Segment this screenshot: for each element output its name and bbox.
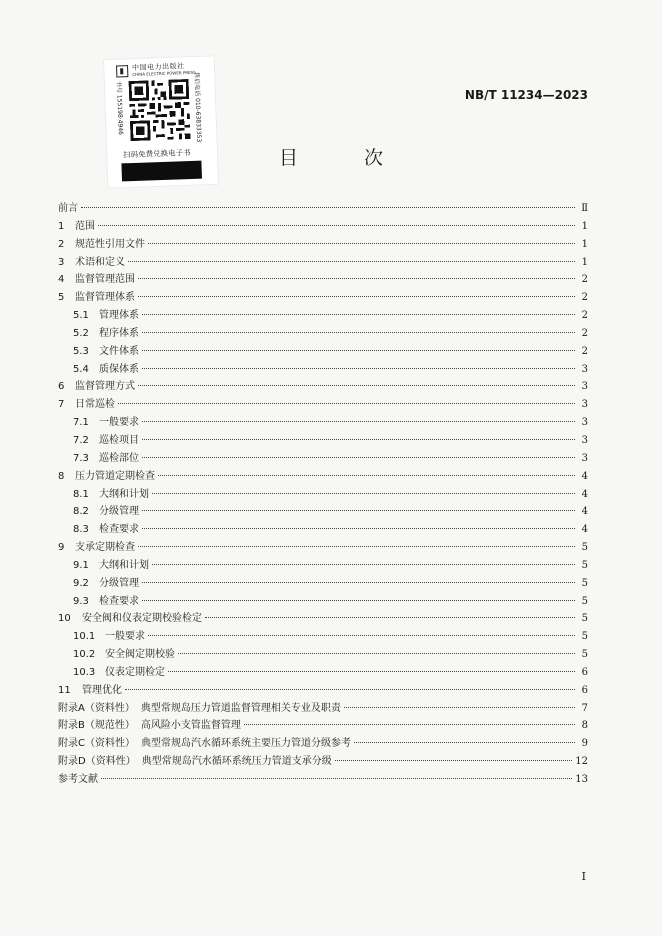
toc-entry-title: 参考文献	[58, 774, 98, 785]
toc-entry[interactable]	[58, 307, 588, 325]
page-number: I	[581, 870, 586, 883]
toc-entry-page: 2	[581, 345, 588, 357]
toc-entry[interactable]	[58, 628, 588, 646]
toc-entry-page: 7	[581, 702, 588, 714]
toc-entry-title: 一般要求	[105, 631, 145, 643]
publisher-english-name: CHINA ELECTRIC POWER PRESS	[132, 69, 196, 77]
toc-entry-page: 5	[581, 613, 588, 625]
toc-entry-number: 8.1	[73, 488, 89, 500]
toc-entry[interactable]	[58, 218, 588, 236]
toc-entry-title: 管理优化	[82, 684, 122, 696]
toc-entry[interactable]	[58, 717, 588, 735]
toc-leader-dots	[138, 385, 575, 386]
toc-entry-number: 附录A（资料性）	[58, 702, 135, 714]
toc-entry[interactable]	[58, 735, 588, 753]
toc-leader-dots	[205, 617, 575, 618]
toc-entry[interactable]	[58, 361, 588, 379]
toc-entry[interactable]	[58, 450, 588, 468]
toc-entry[interactable]	[58, 521, 588, 539]
phone-text: 售后电话 010-63833353	[192, 72, 203, 143]
toc-entry-number: 7	[58, 399, 65, 411]
toc-entry[interactable]	[58, 289, 588, 307]
toc-entry-page: 1	[581, 256, 588, 268]
toc-leader-dots	[148, 635, 575, 636]
standard-number-text: NB/T 11234—2023	[464, 88, 588, 102]
toc-entry-page: 6	[581, 666, 588, 678]
toc-entry-number: 9.1	[73, 559, 89, 571]
toc-entry-title: 分级管理	[99, 506, 139, 518]
toc-entry-number: 1	[58, 220, 65, 232]
toc-entry-number: 11	[58, 684, 71, 696]
standard-number	[465, 88, 588, 102]
toc-leader-dots	[142, 350, 575, 351]
toc-entry[interactable]	[58, 254, 588, 272]
toc-entry-title: 巡检部位	[99, 452, 139, 464]
toc-entry-title: 前言	[58, 203, 78, 214]
toc-entry[interactable]	[58, 575, 588, 593]
toc-entry-number: 9.2	[73, 577, 89, 589]
toc-entry-number: 5.1	[73, 310, 89, 322]
toc-leader-dots	[178, 653, 575, 654]
toc-entry[interactable]	[58, 610, 588, 628]
toc-entry-page: 5	[581, 542, 588, 554]
toc-entry-title: 大纲和计划	[99, 559, 149, 571]
toc-entry-page: 3	[581, 452, 588, 464]
toc-entry-page: 5	[581, 559, 588, 571]
toc-entry-page: 12	[575, 756, 588, 768]
toc-entry-title: 典型常规岛压力管道监督管理相关专业及职责	[140, 702, 341, 714]
toc-leader-dots	[142, 582, 575, 583]
toc-leader-dots	[142, 528, 575, 529]
toc-entry-number: 5.3	[73, 345, 89, 357]
toc-entry-page: 4	[581, 524, 588, 536]
toc-entry[interactable]	[58, 325, 588, 343]
table-of-contents	[58, 200, 588, 789]
toc-leader-dots	[142, 368, 575, 369]
toc-leader-dots	[138, 546, 575, 547]
toc-entry-title: 安全阀定期校验	[105, 649, 175, 661]
toc-entry-number: 2	[58, 238, 65, 250]
toc-entry-number: 4	[58, 274, 65, 286]
toc-leader-dots	[125, 689, 575, 690]
toc-entry-title: 监督管理方式	[75, 381, 135, 393]
toc-entry-page: 13	[575, 774, 588, 785]
toc-entry-page: 1	[581, 220, 588, 232]
toc-entry-number: 6	[58, 381, 65, 393]
toc-entry[interactable]	[58, 414, 588, 432]
toc-entry[interactable]	[58, 593, 588, 611]
toc-entry[interactable]	[58, 432, 588, 450]
toc-entry[interactable]	[58, 664, 588, 682]
toc-entry[interactable]	[58, 486, 588, 504]
toc-entry[interactable]	[58, 503, 588, 521]
toc-entry-number: 5.4	[73, 363, 89, 375]
toc-entry[interactable]	[58, 343, 588, 361]
toc-entry[interactable]	[58, 557, 588, 575]
toc-entry-page: 1	[581, 238, 588, 250]
toc-entry-title: 典型常规岛汽水循环系统主要压力管道分级参考	[140, 738, 351, 750]
toc-entry-title: 高风险小支管监督管理	[140, 720, 241, 732]
toc-entry-page: 8	[581, 720, 588, 732]
toc-entry[interactable]	[58, 753, 588, 771]
toc-entry[interactable]	[58, 468, 588, 486]
toc-entry-page: 5	[581, 631, 588, 643]
toc-leader-dots	[335, 760, 573, 761]
toc-entry-page: 9	[581, 738, 588, 750]
toc-entry-number: 附录D（资料性）	[58, 756, 136, 768]
toc-entry-title: 安全阀和仪表定期校验检定	[82, 613, 202, 625]
toc-entry[interactable]	[58, 396, 588, 414]
toc-leader-dots	[138, 296, 575, 297]
toc-leader-dots	[138, 278, 575, 279]
toc-entry-title: 分级管理	[99, 577, 139, 589]
toc-entry-page: 2	[581, 310, 588, 322]
toc-entry-title: 压力管道定期检查	[75, 470, 155, 482]
toc-entry-page: 5	[581, 577, 588, 589]
toc-entry-number: 7.2	[73, 434, 89, 446]
toc-entry-page: Ⅱ	[581, 203, 588, 214]
toc-entry-page: 2	[581, 274, 588, 286]
toc-leader-dots	[168, 671, 575, 672]
toc-entry-title: 程序体系	[99, 327, 139, 339]
publisher-name: 中国电力出版社	[131, 62, 185, 72]
toc-entry-title: 检查要求	[99, 524, 139, 536]
toc-entry-page: 3	[581, 363, 588, 375]
toc-entry-number: 9.3	[73, 595, 89, 607]
toc-entry-number: 5.2	[73, 327, 89, 339]
toc-entry-title: 管理体系	[99, 310, 139, 322]
toc-entry-title: 大纲和计划	[99, 488, 149, 500]
toc-entry-page: 2	[581, 327, 588, 339]
toc-entry-number: 10	[58, 613, 71, 625]
toc-leader-dots	[244, 724, 575, 725]
toc-leader-dots	[142, 314, 575, 315]
toc-leader-dots	[152, 493, 575, 494]
toc-leader-dots	[98, 225, 575, 226]
toc-leader-dots	[81, 207, 575, 208]
toc-entry-number: 8	[58, 470, 65, 482]
toc-entry-number: 10.3	[73, 666, 96, 678]
toc-entry-number: 附录B（规范性）	[58, 720, 135, 732]
toc-leader-dots	[142, 600, 575, 601]
toc-leader-dots	[142, 439, 575, 440]
toc-leader-dots	[142, 421, 575, 422]
toc-entry[interactable]	[58, 539, 588, 557]
toc-entry-title: 巡检项目	[99, 434, 139, 446]
toc-entry-title: 一般要求	[99, 417, 139, 429]
toc-entry-page: 4	[581, 506, 588, 518]
toc-leader-dots	[158, 475, 575, 476]
toc-leader-dots	[142, 510, 575, 511]
scan-caption: 扫码免费兑换电子书	[122, 147, 191, 160]
toc-entry-number: 8.3	[73, 524, 89, 536]
toc-entry[interactable]	[58, 700, 588, 718]
toc-entry-title: 文件体系	[99, 345, 139, 357]
toc-entry-page: 5	[581, 649, 588, 661]
toc-entry-title: 日常巡检	[75, 399, 115, 411]
toc-entry-title: 支承定期检查	[75, 542, 135, 554]
toc-entry-title: 范围	[75, 220, 95, 232]
toc-entry-title: 术语和定义	[75, 256, 125, 268]
toc-leader-dots	[354, 742, 575, 743]
publisher-logo-icon	[116, 65, 128, 77]
toc-entry-title: 检查要求	[99, 595, 139, 607]
toc-entry-page: 6	[581, 684, 588, 696]
toc-entry-page: 5	[581, 595, 588, 607]
toc-entry-number: 10.1	[73, 631, 96, 643]
toc-entry[interactable]	[58, 271, 588, 289]
isbn-text: 书号 155198·4946	[115, 80, 124, 136]
toc-entry-page: 2	[581, 292, 588, 304]
toc-entry[interactable]	[58, 771, 588, 789]
toc-entry-title: 质保体系	[99, 363, 139, 375]
toc-entry-title: 监督管理范围	[75, 274, 135, 286]
toc-leader-dots	[128, 261, 575, 262]
toc-entry-number: 附录C（资料性）	[58, 738, 135, 750]
toc-leader-dots	[142, 457, 575, 458]
toc-entry-page: 3	[581, 417, 588, 429]
toc-leader-dots	[344, 707, 575, 708]
toc-entry-page: 3	[581, 399, 588, 411]
toc-entry-title: 典型常规岛汽水循环系统压力管道支承分级	[141, 756, 332, 768]
toc-entry-number: 5	[58, 292, 65, 304]
toc-entry-title: 监督管理体系	[75, 292, 135, 304]
toc-entry[interactable]	[58, 646, 588, 664]
toc-entry-page: 4	[581, 470, 588, 482]
toc-entry[interactable]	[58, 236, 588, 254]
toc-entry-number: 7.1	[73, 417, 89, 429]
toc-entry-page: 3	[581, 434, 588, 446]
toc-entry-page: 4	[581, 488, 588, 500]
toc-entry-number: 3	[58, 256, 65, 268]
toc-leader-dots	[118, 403, 575, 404]
toc-leader-dots	[148, 243, 575, 244]
toc-entry-number: 9	[58, 542, 65, 554]
toc-entry-number: 8.2	[73, 506, 89, 518]
toc-entry-page: 3	[581, 381, 588, 393]
toc-entry-title: 规范性引用文件	[75, 238, 145, 250]
toc-leader-dots	[142, 332, 575, 333]
toc-entry-number: 7.3	[73, 452, 89, 464]
toc-leader-dots	[152, 564, 575, 565]
toc-leader-dots	[101, 778, 572, 779]
toc-entry[interactable]	[58, 200, 588, 218]
toc-entry[interactable]	[58, 378, 588, 396]
toc-entry[interactable]	[58, 682, 588, 700]
toc-title: 目 次	[278, 147, 414, 169]
toc-entry-number: 10.2	[73, 649, 96, 661]
qr-code-icon[interactable]	[129, 79, 191, 141]
toc-entry-title: 仪表定期检定	[105, 666, 165, 678]
